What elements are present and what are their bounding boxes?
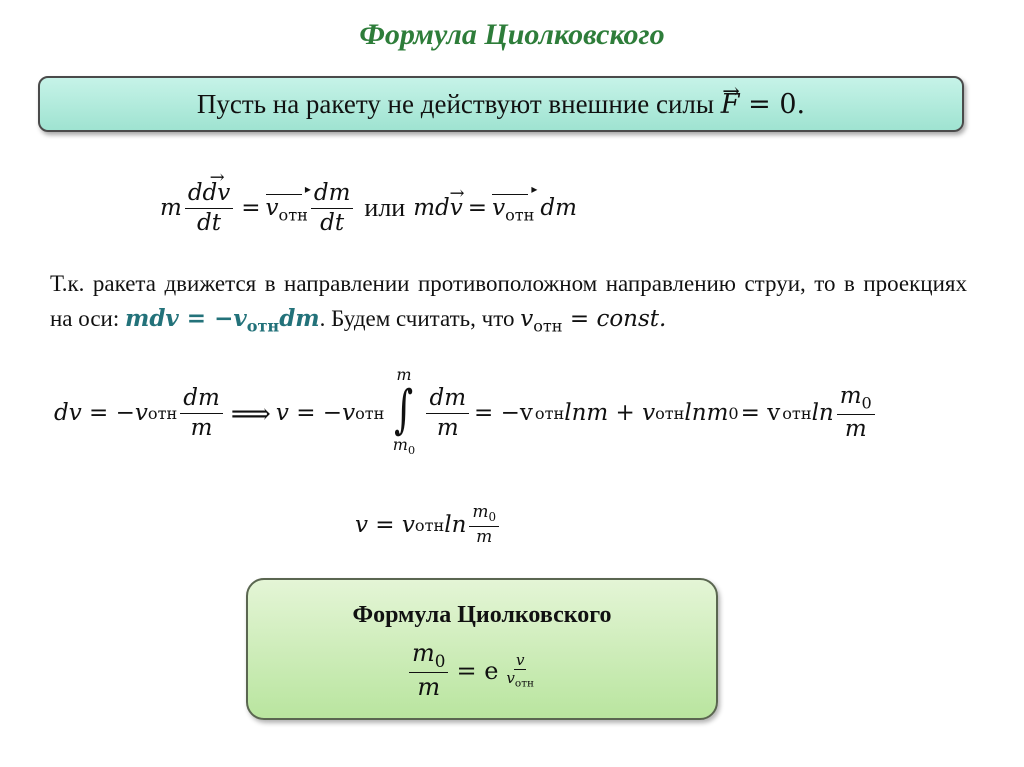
banner-text: Пусть на ракету не действуют внешние силы xyxy=(196,89,715,119)
equation-integration: dv = −v отн dm m ⟹ v = −v отн m ∫ $m_0$ $\frac{dm}{m}$ = −v отн lnm + v отн lnm 0 = v отн ln $m_0$ m xyxy=(54,362,878,464)
projection-formula: mdv = $-v_{отн}dm$ xyxy=(125,305,320,336)
result-box xyxy=(246,578,718,720)
equation-velocity: v = v отн ln $m_0$ m xyxy=(355,498,502,552)
page-title: Формула Циолковского xyxy=(359,18,665,51)
assumption-banner xyxy=(38,76,964,132)
equation-newton: m d→ dv dt = $v_{отн}$ ▸ dm dt или md → v = $v_{отн}$ ▸ dm xyxy=(160,168,577,248)
result-title: Формула Циолковского xyxy=(352,602,612,628)
integral-sign: m ∫ $m_0$ xyxy=(392,365,416,457)
explanation-paragraph: Т.к. ракета движется в направлении противоположном направлению струи, то в проекциях на оси: mdv = $-v_{отн}dm$. Будем считать, что $v_{отн}$ = const. xyxy=(50,271,967,336)
tsiolkovsky-formula: $\frac{m_0}{m}$ = e v $v_{отн}$ xyxy=(406,636,536,706)
banner-formula: → F = 0. xyxy=(721,89,805,120)
